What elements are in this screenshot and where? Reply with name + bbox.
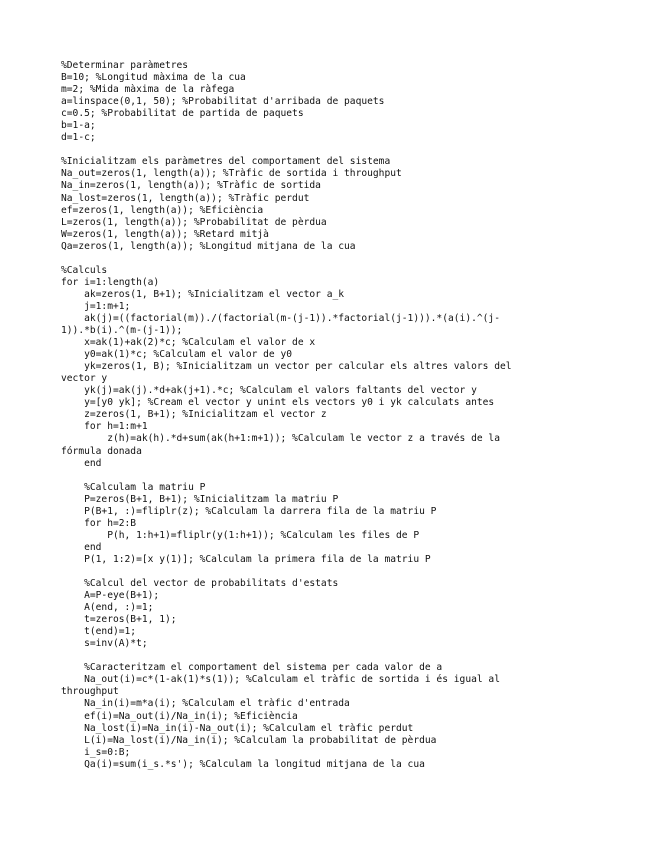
blank-line [61,144,621,156]
code-line: %Calculam la matriu P [61,481,206,493]
code-line: W=zeros(1, length(a)); %Retard mitjà [61,228,269,240]
code-line: %Caracteritzam el comportament del sistema per cada valor de a [61,662,443,674]
code-line: z=zeros(1, B+1); %Inicialitzam el vector z [61,409,327,421]
code-line: %Inicialitzam els paràmetres del comportament del sistema [61,156,391,168]
code-line: A(end, :)=1; [61,602,154,614]
code-line: P(1, 1:2)=[x y(1)]; %Calculam la primera fila de la matriu P [61,553,431,565]
code-line: Na_in(i)=m*a(i); %Calculam el tràfic d'entrada [61,698,350,710]
blank-line [61,566,621,578]
blank-line [61,650,621,662]
code-line: y=[y0 yk]; %Cream el vector y unint els vectors y0 i yk calculats antes [61,397,495,409]
code-line: for h=1:m+1 [61,421,148,433]
code-line: yk(j)=ak(j).*d+ak(j+1).*c; %Calculam el valors faltants del vector y [61,385,477,397]
code-line: z(h)=ak(h).*d+sum(ak(h+1:m+1)); %Calculam le vector z a través de la [61,433,500,445]
code-line: ak=zeros(1, B+1); %Inicialitzam el vector a_k [61,288,345,300]
code-line: P(h, 1:h+1)=fliplr(y(1:h+1)); %Calculam les files de P [61,529,420,541]
code-line: Qa=zeros(1, length(a)); %Longitud mitjana de la cua [61,240,356,252]
code-line: B=10; %Longitud màxima de la cua [61,72,246,84]
code-line: Na_lost(i)=Na_in(i)-Na_out(i); %Calculam el tràfic perdut [61,722,414,734]
code-line: i_s=0:B; [61,746,131,758]
code-line: x=ak(1)+ak(2)*c; %Calculam el valor de x [61,337,316,349]
code-line: ef=zeros(1, length(a)); %Eficiència [61,204,264,216]
code-line: s=inv(A)*t; [61,638,148,650]
code-line: throughput [61,686,119,698]
code-line: %Calcul del vector de probabilitats d'estats [61,578,339,590]
code-line: L=zeros(1, length(a)); %Probabilitat de pèrdua [61,216,327,228]
code-line: Na_out=zeros(1, length(a)); %Tràfic de sortida i throughput [61,168,402,180]
code-line: j=1:m+1; [61,300,131,312]
code-line: a=linspace(0,1, 50); %Probabilitat d'arribada de paquets [61,96,385,108]
blank-line [61,470,621,482]
code-line: b=1-a; [61,120,96,132]
code-line: P(B+1, :)=fliplr(z); %Calculam la darrera fila de la matriu P [61,505,437,517]
code-line: ef(i)=Na_out(i)/Na_in(i); %Eficiència [61,710,298,722]
code-line: m=2; %Mida màxima de la ràfega [61,84,235,96]
code-line: y0=ak(1)*c; %Calculam el valor de y0 [61,349,293,361]
code-line: Na_out(i)=c*(1-ak(1)*s(1)); %Calculam el tràfic de sortida i és igual al [61,674,500,686]
code-line: %Calculs [61,264,108,276]
code-line: Na_in=zeros(1, length(a)); %Tràfic de sortida [61,180,321,192]
code-line: end [61,457,102,469]
blank-line [61,253,621,265]
code-listing [61,60,621,771]
code-line: L(i)=Na_lost(i)/Na_in(i); %Calculam la probabilitat de pèrdua [61,734,437,746]
code-line: c=0.5; %Probabilitat de partida de paquets [61,108,304,120]
code-line: for i=1:length(a) [61,276,160,288]
code-line: end [61,541,102,553]
code-line: for h=2:B [61,517,137,529]
code-line: d=1-c; [61,132,96,144]
code-line: vector y [61,373,108,385]
code-line: t=zeros(B+1, 1); [61,614,177,626]
code-line: Na_lost=zeros(1, length(a)); %Tràfic perdut [61,192,310,204]
code-line: %Determinar paràmetres [61,60,189,71]
code-line: A=P-eye(B+1); [61,590,160,602]
code-line: ak(j)=((factorial(m))./(factorial(m-(j-1)).*factorial(j-1))).*(a(i).^(j- [61,312,500,324]
code-line: P=zeros(B+1, B+1); %Inicialitzam la matriu P [61,493,339,505]
code-line: yk=zeros(1, B); %Inicialitzam un vector per calcular els altres valors del [61,361,512,373]
code-line: t(end)=1; [61,626,137,638]
code-line: 1)).*b(i).^(m-(j-1)); [61,325,183,337]
code-line: fórmula donada [61,445,142,457]
code-line: Qa(i)=sum(i_s.*s'); %Calculam la longitud mitjana de la cua [61,758,425,770]
